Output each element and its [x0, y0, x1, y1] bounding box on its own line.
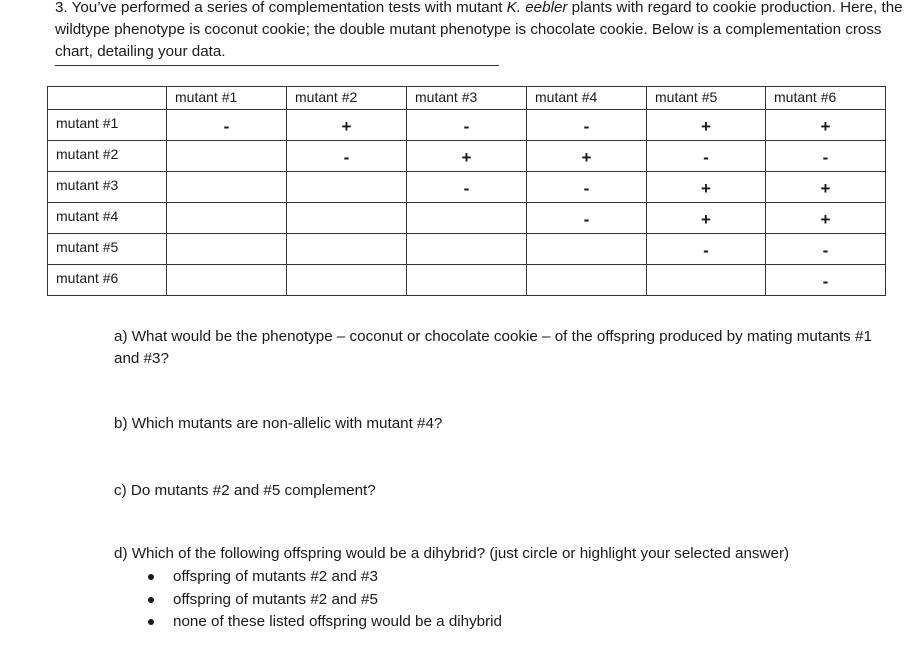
result-cell: + — [647, 203, 766, 234]
result-cell: - — [407, 172, 527, 203]
result-cell — [167, 203, 287, 234]
result-cell: - — [527, 110, 647, 141]
column-header: mutant #5 — [647, 87, 766, 110]
result-cell — [407, 203, 527, 234]
question-b: b) Which mutants are non-allelic with mutant #4? — [114, 415, 443, 432]
result-cell — [407, 234, 527, 265]
row-header: mutant #3 — [48, 172, 167, 203]
result-cell — [287, 234, 407, 265]
result-cell: + — [766, 110, 886, 141]
result-cell: + — [407, 141, 527, 172]
question-c: c) Do mutants #2 and #5 complement? — [114, 482, 376, 499]
result-cell — [287, 203, 407, 234]
result-cell — [407, 265, 527, 296]
result-cell: + — [647, 172, 766, 203]
result-cell: + — [527, 141, 647, 172]
corner-cell — [48, 87, 167, 110]
result-cell: + — [766, 172, 886, 203]
result-cell: - — [287, 141, 407, 172]
table-row — [48, 172, 886, 203]
result-cell: + — [766, 203, 886, 234]
species-name: K. eebler — [506, 0, 568, 16]
table-row — [48, 265, 886, 296]
result-cell — [647, 265, 766, 296]
result-cell: + — [647, 110, 766, 141]
table-row — [48, 203, 886, 234]
row-header: mutant #1 — [48, 110, 167, 141]
answer-option[interactable]: offspring of mutants #2 and #5 — [148, 589, 502, 612]
column-header: mutant #1 — [167, 87, 287, 110]
column-header: mutant #3 — [407, 87, 527, 110]
question-a: a) What would be the phenotype – coconut or chocolate cookie – of the offspring produced by mating mutants #1 and #3? — [114, 328, 872, 367]
intro-text-1: 3. You’ve performed a series of complementation tests with mutant — [55, 0, 507, 16]
column-header: mutant #2 — [287, 87, 407, 110]
result-cell: + — [287, 110, 407, 141]
result-cell: - — [407, 110, 527, 141]
result-cell: - — [527, 172, 647, 203]
answer-option[interactable]: offspring of mutants #2 and #3 — [148, 566, 502, 589]
answer-option[interactable]: none of these listed offspring would be a dihybrid — [148, 611, 502, 634]
result-cell — [167, 172, 287, 203]
result-cell: - — [766, 141, 886, 172]
result-cell — [287, 265, 407, 296]
row-header: mutant #4 — [48, 203, 167, 234]
row-header: mutant #6 — [48, 265, 167, 296]
intro-text-2: plants with regard to cookie production. Here, the wildtype phenotype is coconut cookie; the double mutant phenotype is chocolate cookie. Below is a complementation cross chart, detailing your data. — [55, 0, 903, 60]
table-row — [48, 234, 886, 265]
problem-intro — [55, 0, 905, 63]
result-cell — [527, 234, 647, 265]
result-cell: - — [766, 234, 886, 265]
intro-underline — [55, 65, 499, 66]
result-cell — [167, 141, 287, 172]
row-header: mutant #5 — [48, 234, 167, 265]
result-cell: - — [527, 203, 647, 234]
result-cell — [287, 172, 407, 203]
result-cell — [167, 234, 287, 265]
column-header: mutant #4 — [527, 87, 647, 110]
result-cell — [527, 265, 647, 296]
question-d: d) Which of the following offspring would be a dihybrid? (just circle or highlight your selected answer) — [114, 545, 790, 562]
result-cell: - — [766, 265, 886, 296]
result-cell: - — [167, 110, 287, 141]
table-header-row — [48, 87, 886, 110]
row-header: mutant #2 — [48, 141, 167, 172]
table-row — [48, 141, 886, 172]
column-header: mutant #6 — [766, 87, 886, 110]
table-row — [48, 110, 886, 141]
answer-options — [148, 566, 502, 634]
result-cell: - — [647, 234, 766, 265]
complementation-chart — [47, 86, 886, 296]
result-cell — [167, 265, 287, 296]
result-cell: - — [647, 141, 766, 172]
